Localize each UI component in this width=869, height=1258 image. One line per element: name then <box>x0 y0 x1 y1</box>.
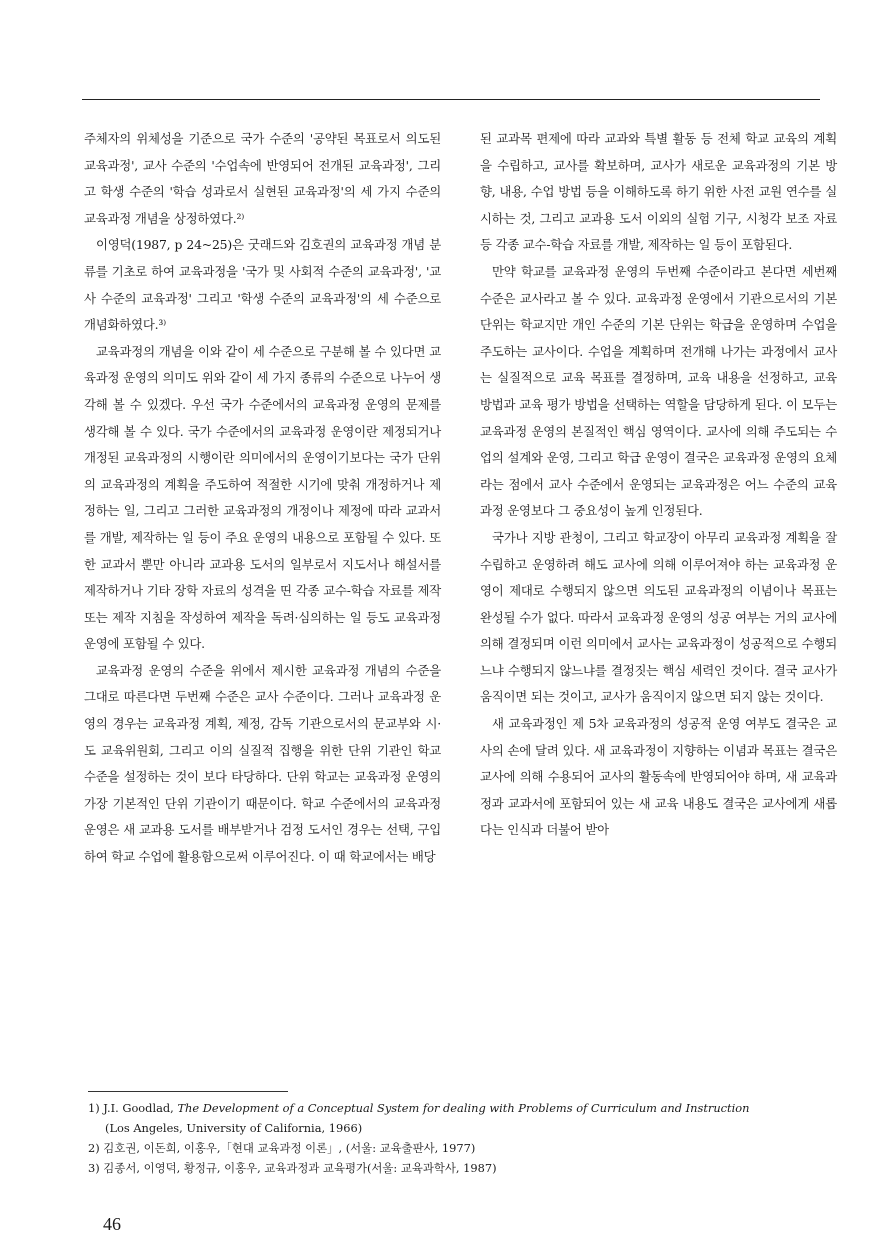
footnote-1-title: The Development of a Conceptual System for dealing with Problems of Curriculum and Instruction <box>177 1101 750 1115</box>
right-paragraph-3: 국가나 지방 관청이, 그리고 학교장이 아무리 교육과정 계획을 잘 수립하고 운영하려 해도 교사에 의해 이루어져야 하는 교육과정 운영이 제대로 수행되지 않으면 의도된 교육과정의 이념이나 목표는 완성될 수가 없다. 따라서 교육과정 운영의 성공 여부는 거의 교사에 의해 결정되며 이런 의미에서 교사는 교육과정이 성공적으로 수행되느냐 수행되지 않느냐를 결정짓는 핵심 세력인 것이다. 결국 교사가 움직이면 되는 것이고, 교사가 움직이지 않으면 되지 않는 것이다. <box>480 529 837 705</box>
footnotes <box>88 1098 808 1178</box>
left-paragraph-3: 교육과정의 개념을 이와 같이 세 수준으로 구분해 볼 수 있다면 교육과정 운영의 의미도 위와 같이 세 가지 종류의 수준으로 나누어 생각해 볼 수 있겠다. 우선 국가 수준에서의 교육과정 운영의 문제를 생각해 볼 수 있다. 국가 수준에서의 교육과정 운영이란 제정되거나 개정된 교육과정의 시행이란 의미에서의 운영이기보다는 국가 단위의 교육과정의 계획을 주도하여 적절한 시기에 맞춰 개정하거나 제정하는 일, 그리고 그러한 교육과정의 개정이나 제정에 따라 교과서를 개발, 제작하는 일 등이 주요 운영의 내용으로 포함될 수 있다. 또한 교과서 뿐만 아니라 교과용 도서의 일부로서 지도서나 해설서를 제작하거나 기타 장학 자료의 성격을 띤 각종 교수-학습 자료를 제작 또는 제작 지침을 작성하여 제작을 독려·심의하는 일 등도 교육과정 운영에 포함될 수 있다. <box>84 343 441 652</box>
footnote-1 <box>88 1098 808 1118</box>
left-paragraph-4: 교육과정 운영의 수준을 위에서 제시한 교육과정 개념의 수준을 그대로 따른다면 두번째 수준은 교사 수준이다. 그러나 교육과정 운영의 경우는 교육과정 계획, 제정, 감독 기관으로서의 문교부와 시·도 교육위원회, 그리고 이의 실질적 집행을 위한 단위 기관인 학교 수준을 설정하는 것이 보다 타당하다. 단위 학교는 교육과정 운영의 가장 기본적인 단위 기관이기 때문이다. 학교 수준에서의 교육과정 운영은 새 교과용 도서를 배부받거나 검정 도서인 경우는 선택, 구입하여 학교 수업에 활용함으로써 이루어진다. 이 때 학교에서는 배당 <box>84 662 441 865</box>
page-number: 46 <box>103 1214 121 1234</box>
left-column <box>84 126 441 871</box>
right-paragraph-4: 새 교육과정인 제 5차 교육과정의 성공적 운영 여부도 결국은 교사의 손에 달려 있다. 새 교육과정이 지향하는 이념과 목표는 결국은 교사에 의해 수용되어 교사의 활동속에 반영되어야 하며, 새 교육과정과 교과서에 포함되어 있는 새 교육 내용도 결국은 교사에게 새롭다는 인식과 더불어 받아 <box>480 716 837 838</box>
header-rule <box>82 99 820 100</box>
left-paragraph-2: 이영덕(1987, p 24~25)은 굿래드와 김호권의 교육과정 개념 분류를 기초로 하여 교육과정을 '국가 및 사회적 수준의 교육과정', '교사 수준의 교육과정' 그리고 '학생 수준의 교육과정'의 세 수준으로 개념화하였다.³⁾ <box>84 237 441 333</box>
footnote-1-publisher: (Los Angeles, University of California, 1966) <box>105 1121 363 1135</box>
footnote-2: 2) 김호권, 이돈희, 이홍우,「현대 교육과정 이론」, (서울: 교육출판사, 1977) <box>88 1141 476 1155</box>
right-column <box>480 126 837 844</box>
right-paragraph-1: 된 교과목 편제에 따라 교과와 특별 활동 등 전체 학교 교육의 계획을 수립하고, 교사를 확보하며, 교사가 새로운 교육과정의 기본 방향, 내용, 수업 방법 등을 이해하도록 하기 위한 사전 교원 연수를 실시하는 것, 그리고 교과용 도서 이외의 실험 기구, 시청각 보조 자료 등 각종 교수-학습 자료를 개발, 제작하는 일 등이 포함된다. <box>480 131 837 253</box>
right-paragraph-2: 만약 학교를 교육과정 운영의 두번째 수준이라고 본다면 세번째 수준은 교사라고 볼 수 있다. 교육과정 운영에서 기관으로서의 기본 단위는 학교지만 개인 수준의 기본 단위는 학급을 운영하며 수업을 주도하는 교사이다. 수업을 계획하며 전개해 나가는 과정에서 교사는 실질적으로 교육 목표를 결정하며, 교육 내용을 선정하고, 교육 방법과 교육 평가 방법을 선택하는 역할을 담당하게 된다. 이 모두는 교육과정 운영의 본질적인 핵심 영역이다. 교사에 의해 주도되는 수업의 설계와 운영, 그리고 학급 운영이 결국은 교육과정 운영의 요체라는 점에서 교사 수준에서 운영되는 교육과정은 어느 수준의 교육과정 운영보다 그 중요성이 높게 인정된다. <box>480 263 837 519</box>
left-paragraph-1: 주체자의 위체성을 기준으로 국가 수준의 '공약된 목표로서 의도된 교육과정', 교사 수준의 '수업속에 반영되어 전개된 교육과정', 그리고 학생 수준의 '학습 성과로서 실현된 교육과정'의 세 가지 수준의 교육과정 개념을 상정하였다.²⁾ <box>84 131 441 226</box>
footnote-3: 3) 김종서, 이영덕, 황정규, 이홍우, 교육과정과 교육평가(서울: 교육과학사, 1987) <box>88 1161 497 1175</box>
footnote-1-author: 1) J.I. Goodlad, <box>88 1101 178 1115</box>
footnote-rule <box>88 1091 288 1092</box>
